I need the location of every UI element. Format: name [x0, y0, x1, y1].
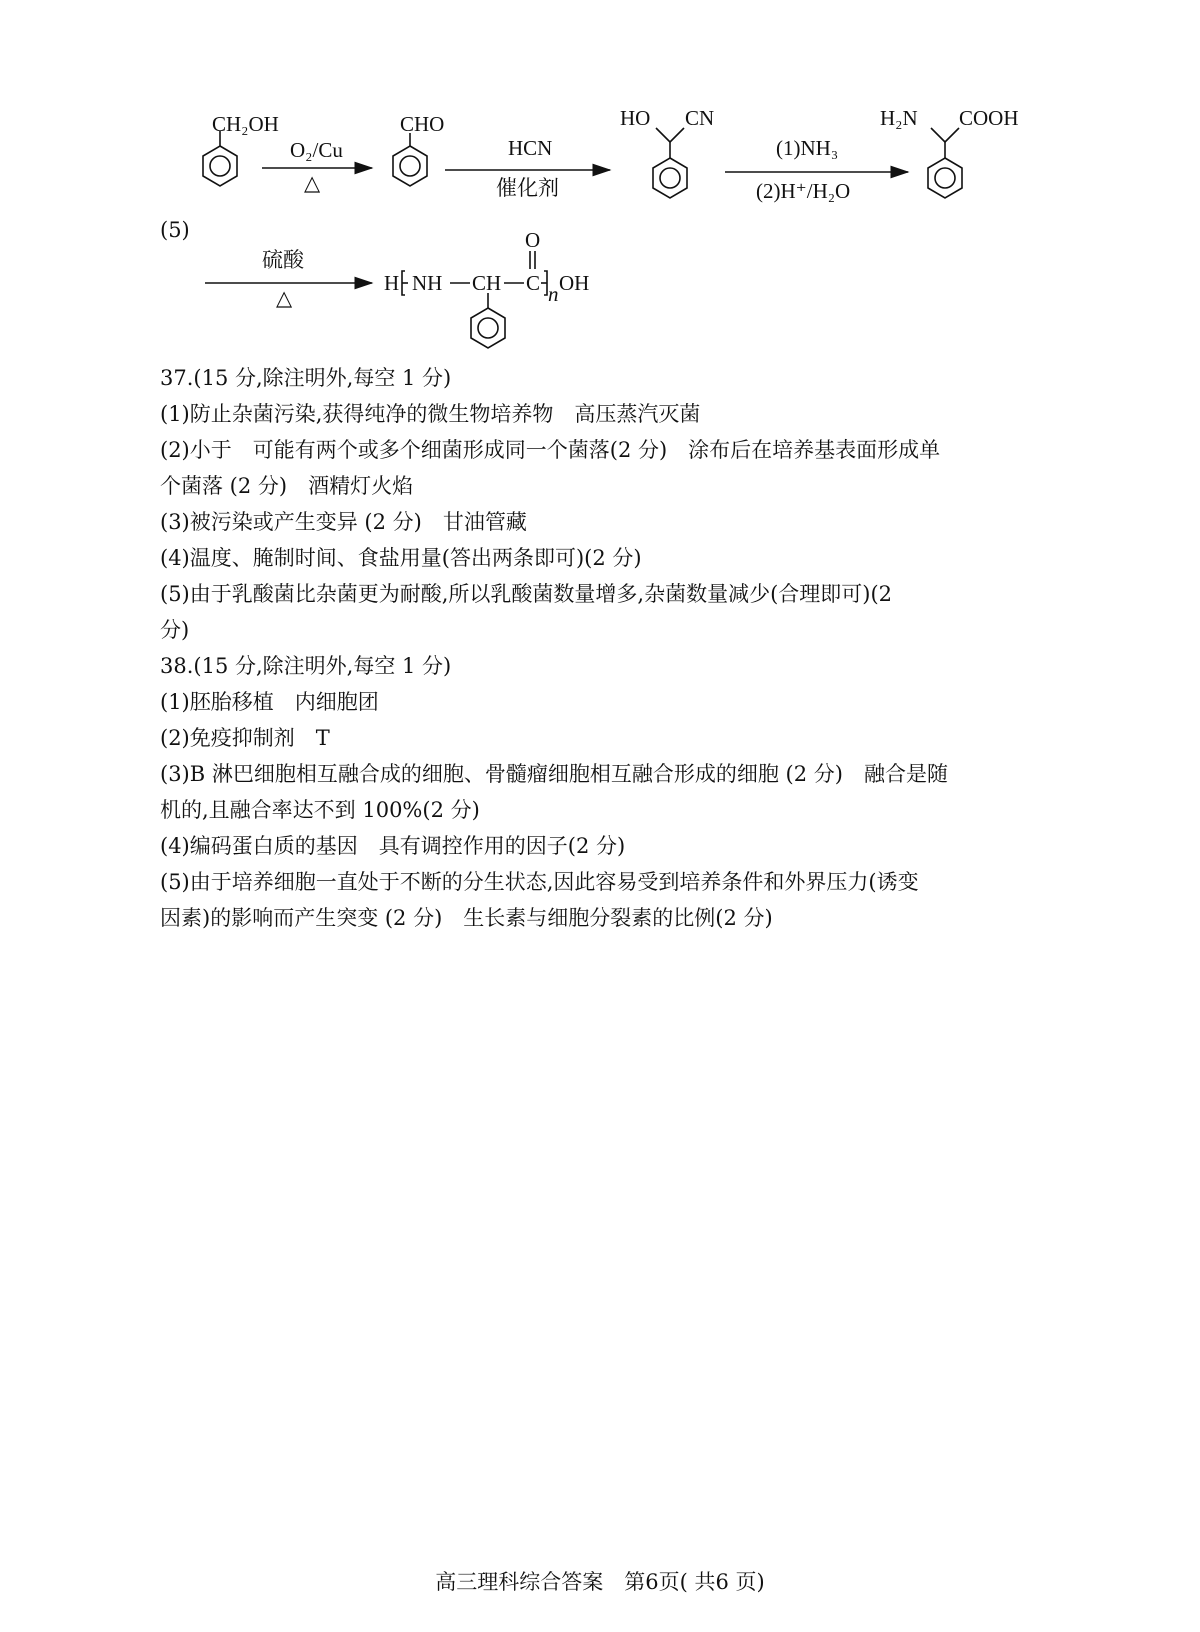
q38-answer-3: (3)B 淋巴细胞相互融合成的细胞、骨髓瘤细胞相互融合形成的细胞 (2 分) 融合是随 [160, 762, 948, 786]
amino-group: H₂N [880, 106, 918, 130]
arrow1-heat: △ [304, 171, 321, 195]
cyanohydrin [620, 106, 714, 198]
benzaldehyde-substituent: CHO [400, 112, 445, 136]
arrow3-step1: (1)NH₃ [776, 136, 839, 160]
polymer-ch: CH [472, 271, 502, 295]
q37-answer-5-cont: 分) [160, 618, 190, 642]
polymer-end-oh: OH [559, 271, 590, 295]
polymer-carbonyl-o: O [525, 228, 541, 252]
q37-answer-4: (4)温度、腌制时间、食盐用量(答出两条即可)(2 分) [160, 546, 642, 570]
arrow4-heat: △ [276, 286, 293, 310]
carboxyl-group: COOH [959, 106, 1019, 130]
q37-answer-2: (2)小于 可能有两个或多个细菌形成同一个菌落(2 分) 涂布后在培养基表面形成单 [160, 438, 941, 462]
page-footer: 高三理科综合答案 第6页( 共6 页) [435, 1570, 765, 1594]
benzaldehyde [393, 112, 444, 186]
polymer-degree-n: n [548, 282, 559, 306]
q37-answer-1: (1)防止杂菌污染,获得纯净的微生物培养物 高压蒸汽灭菌 [160, 402, 701, 426]
q37-answer-5: (5)由于乳酸菌比杂菌更为耐酸,所以乳酸菌数量增多,杂菌数量减少(合理即可)(2 [160, 582, 893, 606]
q38-answer-3-cont: 机的,且融合率达不到 100%(2 分) [160, 798, 480, 822]
q38-answer-1: (1)胚胎移植 内细胞团 [160, 690, 379, 714]
q38-heading: 38.(15 分,除注明外,每空 1 分) [160, 654, 452, 678]
reaction-scheme [150, 95, 1080, 365]
polyamide [384, 228, 589, 348]
q38-answer-5: (5)由于培养细胞一直处于不断的分生状态,因此容易受到培养条件和外界压力(诱变 [160, 870, 919, 894]
arrow3-step2: (2)H⁺/H₂O [756, 179, 851, 203]
polymer-carbonyl-c: C [526, 271, 541, 295]
reaction-scheme-svg [150, 95, 1080, 365]
q38-answer-2: (2)免疫抑制剂 T [160, 726, 330, 750]
cyanohydrin-hydroxyl: HO [620, 106, 651, 130]
benzyl-alcohol-substituent: CH₂OH [212, 112, 279, 136]
polymer-end-h: H [384, 271, 400, 295]
arrow2-reagent: HCN [508, 136, 553, 160]
q37-answer-3: (3)被污染或产生变异 (2 分) 甘油管藏 [160, 510, 527, 534]
arrow1-reagent: O₂/Cu [290, 138, 343, 162]
cyanohydrin-nitrile: CN [685, 106, 715, 130]
amino-acid [880, 106, 1019, 198]
q38-answer-4: (4)编码蛋白质的基因 具有调控作用的因子(2 分) [160, 834, 626, 858]
benzyl-alcohol [203, 112, 279, 186]
q38-answer-5-cont: 因素)的影响而产生突变 (2 分) 生长素与细胞分裂素的比例(2 分) [160, 906, 773, 930]
q37-answer-2-cont: 个菌落 (2 分) 酒精灯火焰 [160, 474, 414, 498]
part-5-label: (5) [160, 218, 190, 242]
answer-block [160, 360, 1060, 936]
q37-heading: 37.(15 分,除注明外,每空 1 分) [160, 366, 452, 390]
arrow4-reagent: 硫酸 [262, 248, 304, 272]
polymer-nh: NH [412, 271, 443, 295]
arrow2-catalyst: 催化剂 [496, 176, 559, 200]
